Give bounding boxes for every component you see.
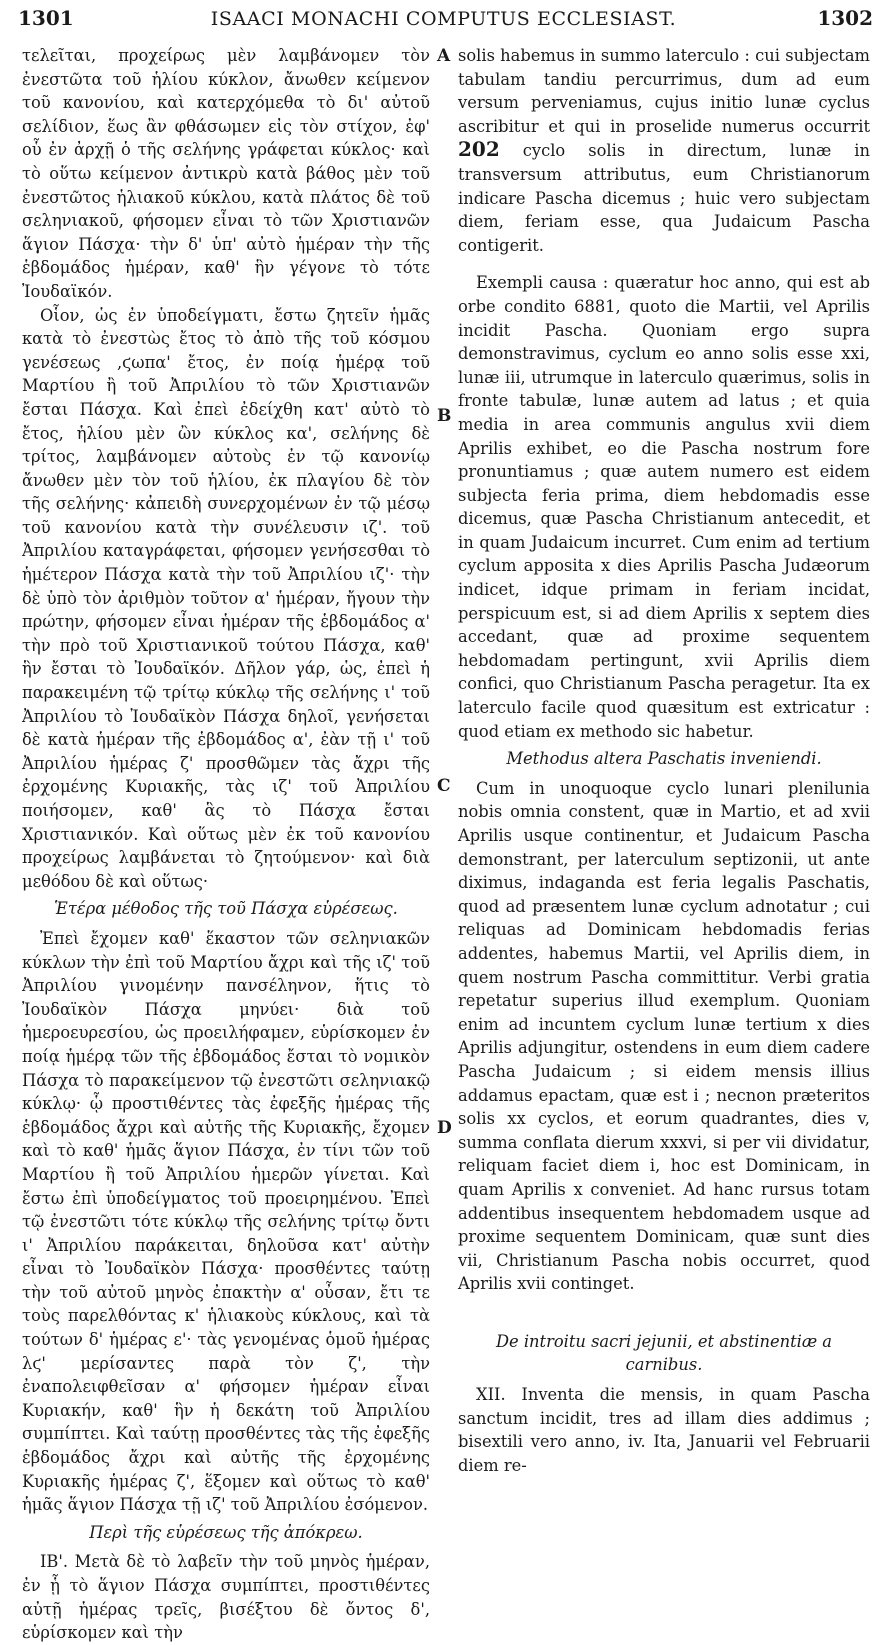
greek-paragraph: Ἐπεὶ ἔχομεν καθ' ἕκαστον τῶν σεληνιακῶν κύκλων τὴν ἐπὶ τοῦ Μαρτίου ἄχρι καὶ τῆς ιζ' τοῦ Ἀπριλίου γινομένην πανσέληνον, ἥτις τὸ Ἰουδαϊκὸν Πάσχα μηνύει· διὰ τοῦ ἡμεροευρεσίου, ὡς προειλήφαμεν, εὑρίσκομεν ἐν ποίᾳ ἡμέρᾳ τῶν τῆς ἑβδομάδος ἔσται τὸ νομικὸν Πάσχα τὸ παρακείμενον τῷ ἐνεστῶτι σεληνιακῷ κύκλῳ· ᾧ προστιθέντες τὰς ἐφεξῆς ἡμέρας τῆς ἑβδομάδος ἄχρι καὶ αὐτῆς τῆς Κυριακῆς, ἔχομεν καὶ τὸ καθ' ἡμᾶς ἅγιον Πάσχα, ἐν τίνι τῶν τοῦ Μαρτίου ἢ τοῦ Ἀπριλίου ἡμερῶν γίνεται. Καὶ ἔστω ἐπὶ ὑποδείγματος τοῦ προειρημένου. Ἐπεὶ τῷ ἐνεστῶτι τότε κύκλῳ τῆς σελήνης τρίτῳ ὄντι ι' Ἀπριλίου παράκειται, δηλοῦσα κατ' αὐτὴν εἶναι τὸ Ἰουδαϊκὸν Πάσχα· προσθέντες ταύτῃ τὴν τοῦ αὐτοῦ μηνὸς ἐπακτὴν α' οὖσαν, ἔτι τε τοὺς παρελθόντας κ' ἡλιακοὺς κύκλους, καὶ τὰ τούτων δ' ἡμέρας ε'· τὰς γενομένας ὁμοῦ ἡμέρας λϛ' μερίσαντες παρὰ τὸν ζ', τὴν ἐναπολειφθεῖσαν α' φήσομεν ἡμέραν εἶναι Κυριακήν, καθ' ἣν ἡ δεκάτη τοῦ Ἀπριλίου συμπίπτει. Καὶ ταύτῃ προσθέντες τὰς τῆς ἐφεξῆς ἑβδομάδος ἄχρι καὶ αὐτῆς τῆς ἐρχομένης Κυριακῆς ἡμέρας ζ', ἕξομεν καὶ οὕτως τὸ καθ' ἡμᾶς ἅγιον Πάσχα τῇ ιζ' τοῦ Ἀπριλίου ἐσόμενον. <box>22 928 430 1515</box>
greek-column <box>22 44 430 1645</box>
highlighted-number: 202 <box>458 137 500 162</box>
latin-paragraph: Exempli causa : quæratur hoc anno, qui est ab orbe condito 6881, quoto die Martii, vel Aprilis incidit Pascha. Quoniam ergo supra demonstravimus, cyclum eo anno solis esse xxi, lunæ iii, utrumque in laterculo quærimus, solis in fronte tabulæ, lunæ autem ad latus ; et quia media in area communis angulus xvii diem Aprilis exhibet, eo die Pascha nostrum fore pronuntiamus ; quæ autem numero est eidem subjecta feria prima, diem hebdomadis esse dicemus, quæ Pascha Christianum antecedit, et in quam Judaicum incurret. Cum enim ad tertium cyclum apposita x dies Aprilis Pascha Judæorum indicet, idque primam in feriam incidat, perspicuum est, si ad diem Aprilis x septem dies accedant, quæ ad proxime sequentem hebdomadam pertingunt, xvii Aprilis diem confici, quo Christianum Pascha peragetur. Ita ex laterculo facile quod quæsitum est extricatur : quod etiam ex methodo sic habetur. <box>458 273 870 741</box>
page-number-left: 1301 <box>18 6 74 30</box>
margin-marker-c: C <box>437 776 451 796</box>
latin-section-heading: Methodus altera Paschatis inveniendi. <box>506 749 822 769</box>
latin-paragraph: solis habemus in summo laterculo : cui subjectam tabulam tandiu percurrimus, dum ad eum versum perveniamus, cujus initio lunæ cyclus ascribitur et qui in proselide numerus occurrit 202 cyclo solis in directum, lunæ in transversum attributus, eum Christianorum indicare Pascha dicemus ; huic vero subjectam diem, feriam esse, qua Judaicum Pascha contigerit. <box>458 46 870 255</box>
margin-marker-b: B <box>437 406 452 426</box>
latin-paragraph: XII. Inventa die mensis, in quam Pascha sanctum incidit, tres ad illam dies addimus ; bisextili vero anno, iv. Ita, Januarii vel Februarii diem re- <box>458 1385 870 1475</box>
page-number-right: 1302 <box>817 6 873 30</box>
margin-marker-d: D <box>437 1118 452 1138</box>
greek-section-heading: Ἑτέρα μέθοδος τῆς τοῦ Πάσχα εὑρέσεως. <box>54 899 398 919</box>
greek-section-heading: Περὶ τῆς εὑρέσεως τῆς ἀπόκρεω. <box>89 1522 363 1542</box>
latin-section-heading: De introitu sacri jejunii, et abstinentiæ a carnibus. <box>495 1331 833 1375</box>
latin-column <box>458 44 870 1477</box>
greek-paragraph: τελεῖται, προχείρως μὲν λαμβάνομεν τὸν ἐνεστῶτα τοῦ ἡλίου κύκλον, ἄνωθεν κείμενον τοῦ κανονίου, καὶ κατερχόμεθα τὸ δι' αὐτοῦ σελίδιον, ἕως ἂν φθάσωμεν εἰς τὸν στίχον, ἐφ' οὗ ἐν ἀρχῇ ὁ τῆς σελήνης γράφεται κύκλος· καὶ τὸ οὕτω κείμενον ἀντικρὺ κατὰ βάθος μὲν τοῦ ἐνεστῶτος ἡλιακοῦ κύκλου, κατὰ πλάτος δὲ τοῦ σεληνιακοῦ, φήσομεν εἶναι τὸ τῶν Χριστιανῶν ἅγιον Πάσχα· τὴν δ' ὑπ' αὐτὸ ἡμέραν τὴν τῆς ἑβδομάδος ἡμέραν, καθ' ἣν γέγονε τὸ τότε Ἰουδαϊκόν. <box>22 46 430 301</box>
greek-paragraph: ΙΒ'. Μετὰ δὲ τὸ λαβεῖν τὴν τοῦ μηνὸς ἡμέραν, ἐν ᾗ τὸ ἅγιον Πάσχα συμπίπτει, προστιθέντες αὐτῇ ἡμέρας τρεῖς, βισέξτου δὲ ὄντος δ', εὑρίσκομεν καὶ τὴν <box>22 1552 430 1643</box>
margin-marker-a: A <box>437 46 451 66</box>
running-title: ISAACI MONACHI COMPUTUS ECCLESIAST. <box>210 8 677 30</box>
running-header <box>0 4 887 34</box>
greek-paragraph: Οἷον, ὡς ἐν ὑποδείγματι, ἔστω ζητεῖν ἡμᾶς κατὰ τὸ ἐνεστὼς ἔτος τὸ ἀπὸ τῆς τοῦ κόσμου γενέσεως ,ϛωπα' ἔτος, ἐν ποίᾳ ἡμέρᾳ τοῦ Μαρτίου ἢ τοῦ Ἀπριλίου τὸ τῶν Χριστιανῶν ἔσται Πάσχα. Καὶ ἐπεὶ ἐδείχθη κατ' αὐτὸ τὸ ἔτος, ἡλίου μὲν ὢν κύκλος κα', σελήνης δὲ τρίτος, λαμβάνομεν αὐτοὺς ἐν τῷ κανονίῳ ἄνωθεν μὲν τὸν τοῦ ἡλίου, ἐκ πλαγίου δὲ τὸν τῆς σελήνης· κἀπειδὴ συνερχομένων ἐν τῷ μέσῳ τοῦ κανονίου κατὰ τὴν συνέλευσιν ιζ'. τοῦ Ἀπριλίου καταγράφεται, φήσομεν γενήσεσθαι τὸ ἡμέτερον Πάσχα κατὰ τὴν τοῦ Ἀπριλίου ιζ'· τὴν δὲ ὑπὸ τὸν ἀριθμὸν τοῦτον α' ἡμέραν, ἤγουν τὴν πρώτην, φήσομεν εἶναι ἡμέραν τῆς ἑβδομάδος α' τὴν πρὸ τοῦ Χριστιανικοῦ τούτου Πάσχα, καθ' ἣν ἔσται τὸ Ἰουδαϊκόν. Δῆλον γάρ, ὡς, ἐπεὶ ἡ παρακειμένη τῷ τρίτῳ κύκλῳ τῆς σελήνης ι' τοῦ Ἀπριλίου τὸ Ἰουδαϊκὸν Πάσχα δηλοῖ, γενήσεται δὲ κατὰ ἡμέραν τῆς ἑβδομάδος α', ἐὰν τῇ ι' τοῦ Ἀπριλίου ἡμέρας ζ' προσθῶμεν τὰς ἄχρι τῆς ἐρχομένης Κυριακῆς, τὰς ιζ' τοῦ Ἀπριλίου ποιήσομεν, καθ' ἃς τὸ Πάσχα ἔσται Χριστιανικόν. Καὶ οὕτως μὲν ἐκ τοῦ κανονίου προχείρως λαμβάνεται τὸ ζητούμενον· καὶ διὰ μεθόδου δὲ καὶ οὕτως· <box>22 305 430 891</box>
latin-paragraph: Cum in unoquoque cyclo lunari plenilunia nobis omnia constent, quæ in Martio, et ad xvii Aprilis usque continentur, et Judaicum Pascha demonstrant, per laterculum septizonii, ut ante diximus, indaganda est feria legalis Paschatis, quod ad præsentem lunæ cyclum adnotatur ; cui reliquas ad Dominicam hebdomadis ferias addentes, habemus Martii, vel Aprilis diem, in quem nostrum Pascha committitur. Verbi gratia repetatur superius illud exemplum. Quoniam enim ad incuntem cyclum lunæ tertium x dies Aprilis adjungitur, ostendens in eum diem cadere Pascha Judaicum ; si eidem mensis illius addamus epactam, quæ est i ; necnon præteritos solis xx cyclos, et eorum quadrantes, dies v, summa conflata dierum xxxvi, si per vii dividatur, reliquam faciet diem i, hoc est Dominicam, in quam Aprilis x conveniet. Ad hanc rursus totam addentibus insequentem hebdomadem usque ad proxime sequentem Dominicam, quæ sunt dies vii, Christianum Pascha nobis occurret, quod Aprilis xvii continget. <box>458 778 870 1294</box>
